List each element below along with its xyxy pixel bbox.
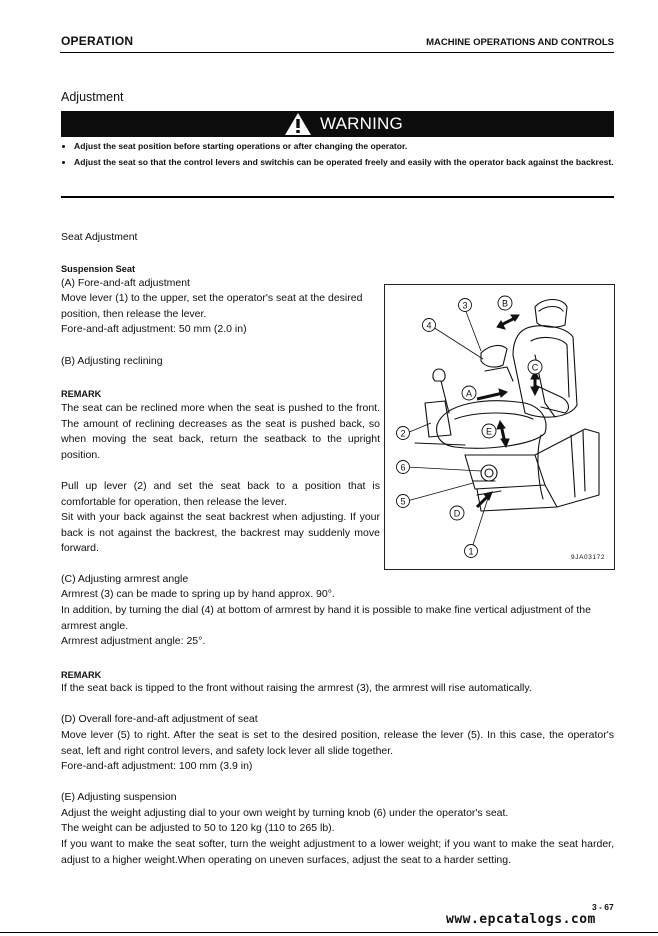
callout-4: 4 — [426, 320, 432, 331]
callout-c: C — [531, 362, 539, 373]
item-d-body: Move lever (5) to right. After the seat is set to the desired position, release the lever (5). In this case, the operator's seat, left and right control levers, and safety lock lever all slide together. — [61, 729, 614, 757]
item-a-amount: Fore-and-aft adjustment: 50 mm (2.0 in) — [61, 323, 247, 335]
remark-label: REMARK — [61, 389, 102, 399]
page-number: 3 - 67 — [592, 902, 614, 912]
item-e-line3: If you want to make the seat softer, turn the weight adjustment to a lower weight; if you want to make the seat harder, adjust to a higher weight.When operating on uneven surfaces, adjust the seat to a harder setting. — [61, 838, 614, 866]
item-a-title: (A) Fore-and-aft adjustment — [61, 277, 190, 289]
remark-text: The seat can be reclined more when the seat is pushed to the front. The amount of reclining decreases as the seat is pushed back, so when moving the seat back, return the seatback to the upright position. — [61, 402, 380, 461]
item-c-line2: In addition, by turning the dial (4) at bottom of armrest by hand it is possible to make fine vertical adjustment of the armrest angle. — [61, 604, 591, 632]
watermark-url: www.epcatalogs.com — [446, 912, 596, 927]
seat-adjustment-title: Seat Adjustment — [61, 231, 138, 243]
callout-1: 1 — [468, 546, 474, 557]
callout-a: A — [465, 388, 473, 399]
item-d-amount: Fore-and-aft adjustment: 100 mm (3.9 in) — [61, 760, 253, 772]
header-divider — [60, 52, 614, 53]
item-c-line1: Armrest (3) can be made to spring up by hand approx. 90°. — [61, 588, 335, 600]
warning-item: • Adjust the seat position before starting operations or after changing the operator. — [74, 138, 614, 154]
callout-6: 6 — [400, 462, 406, 473]
item-c-line3: Armrest adjustment angle: 25°. — [61, 635, 206, 647]
header-section-label: OPERATION — [61, 34, 134, 48]
remark-label: REMARK — [61, 670, 102, 680]
item-e-title: (E) Adjusting suspension — [61, 791, 177, 803]
item-c-title: (C) Adjusting armrest angle — [61, 573, 189, 585]
seat-illustration — [385, 285, 614, 569]
warning-item: • Adjust the seat so that the control levers and switchis can be operated freely and easily with the operator back against the backrest. — [74, 154, 614, 170]
figure-code: 9JA03172 — [571, 554, 606, 561]
warning-bottom-rule — [61, 196, 614, 198]
remark-text: If the seat back is tipped to the front without raising the armrest (3), the armrest will rise automatically. — [61, 682, 532, 694]
item-b-caution: Sit with your back against the seat backrest when adjusting. If your back is not against the backrest, the backrest may suddenly move forward. — [61, 511, 380, 554]
item-b-title: (B) Adjusting reclining — [61, 355, 163, 367]
item-d-title: (D) Overall fore-and-aft adjustment of seat — [61, 713, 258, 725]
warning-triangle-icon — [284, 112, 312, 136]
callout-d: D — [453, 508, 461, 519]
callout-b: B — [501, 298, 509, 309]
footer-rule — [0, 932, 658, 933]
suspension-seat-heading: Suspension Seat — [61, 264, 136, 274]
warning-body — [61, 137, 614, 170]
header-chapter-label: MACHINE OPERATIONS AND CONTROLS — [426, 37, 614, 48]
callout-5: 5 — [400, 496, 406, 507]
item-a-body: Move lever (1) to the upper, set the operator's seat at the desired position, then release the lever. — [61, 292, 363, 320]
callout-2: 2 — [400, 428, 406, 439]
item-e-line1: Adjust the weight adjusting dial to your own weight by turning knob (6) under the operator's seat. — [61, 807, 509, 819]
seat-figure — [384, 284, 615, 570]
callout-e: E — [485, 426, 493, 437]
item-b-body: Pull up lever (2) and set the seat back to a position that is comfortable for operation, then release the lever. — [61, 480, 380, 508]
page-section-title: Adjustment — [61, 90, 124, 104]
warning-label: WARNING — [320, 114, 403, 133]
item-e-line2: The weight can be adjusted to 50 to 120 kg (110 to 265 lb). — [61, 822, 335, 834]
callout-3: 3 — [462, 300, 468, 311]
